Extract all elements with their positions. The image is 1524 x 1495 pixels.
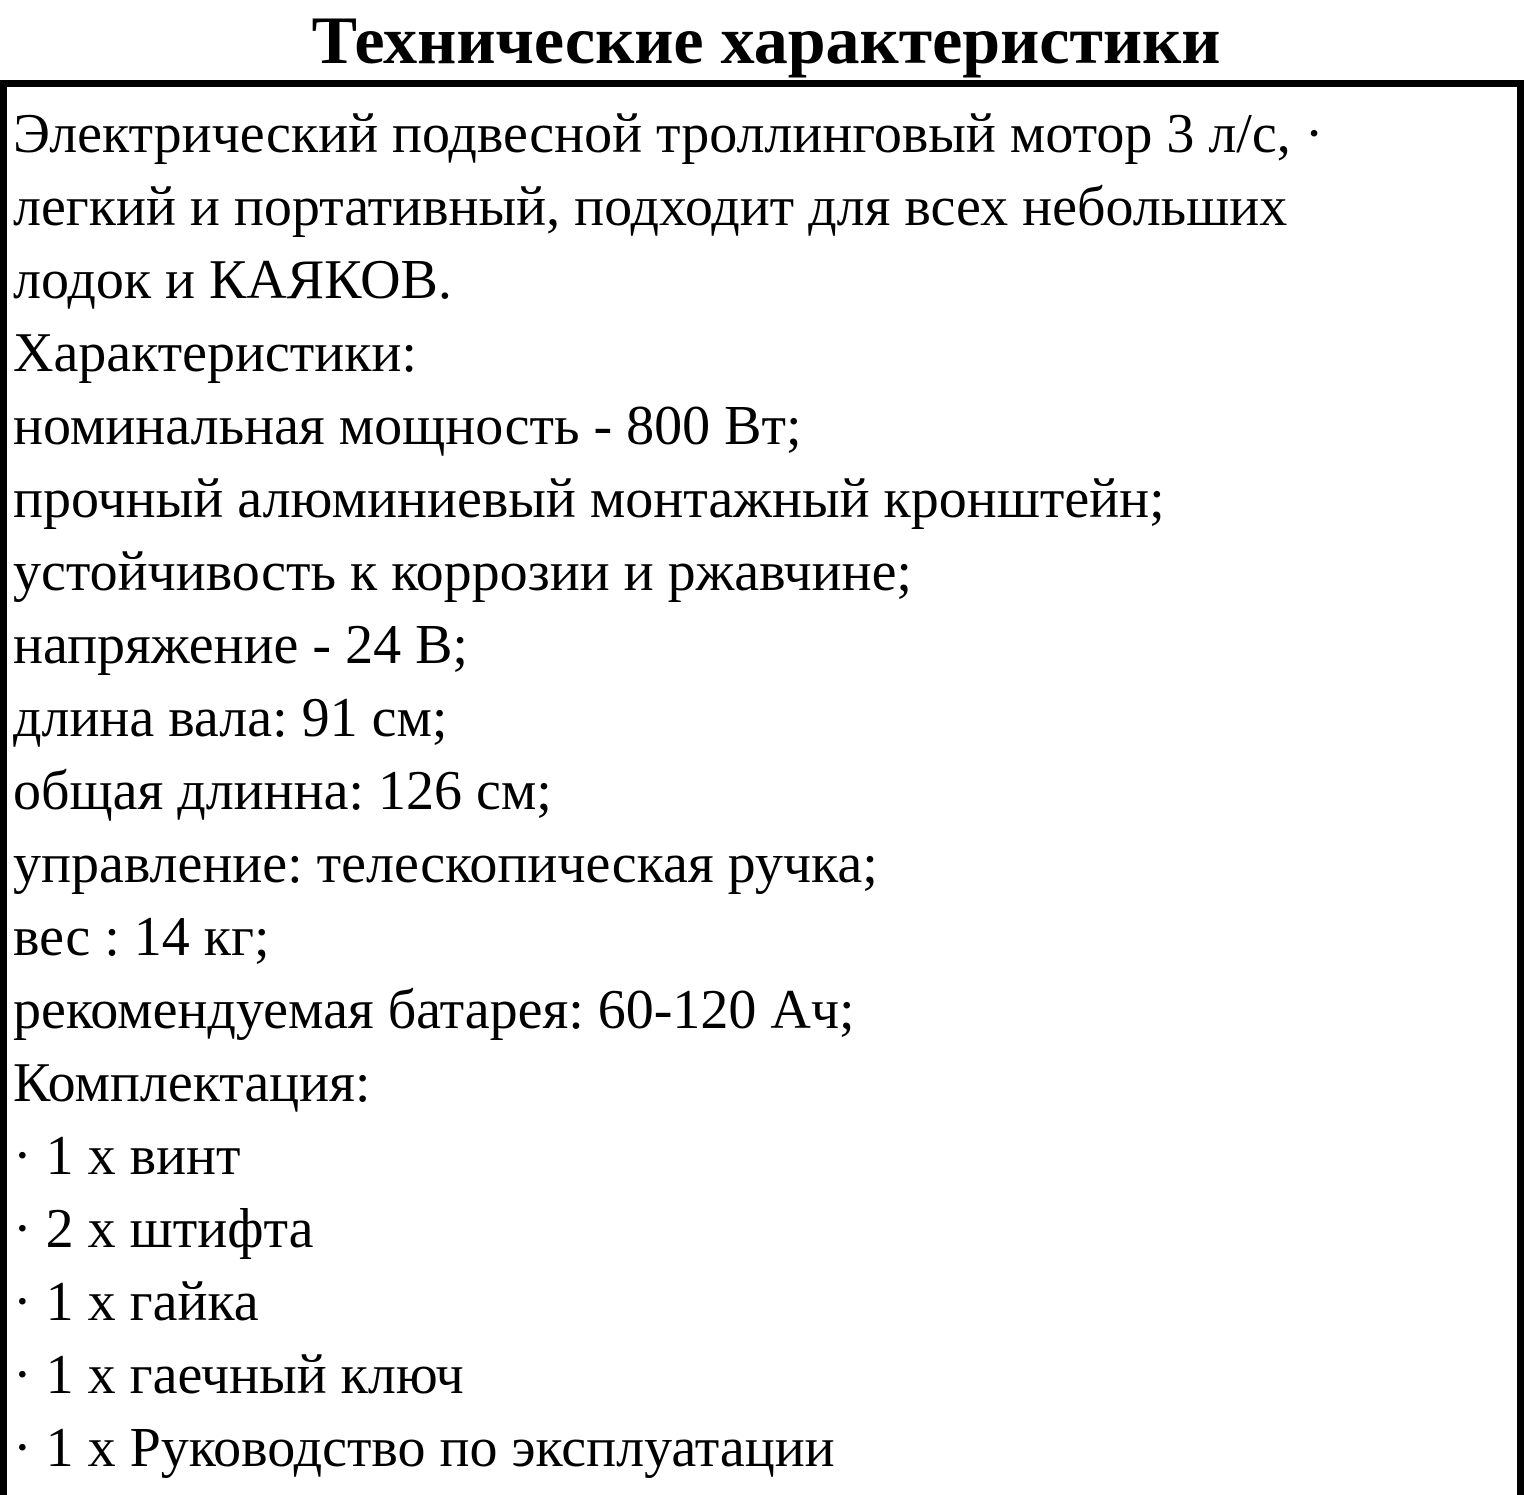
spec-description-line-2: легкий и портативный, подходит для всех небольших (13, 176, 1288, 238)
package-heading: Комплектация: (13, 1052, 371, 1114)
spec-battery: рекомендуемая батарея: 60-120 Ач; (13, 979, 855, 1041)
characteristics-heading: Характеристики: (13, 322, 417, 384)
package-item-nut: · 1 х гайка (13, 1271, 259, 1333)
page-title: Технические характеристики (311, 2, 1221, 78)
package-item-manual: · 1 х Руководство по эксплуатации (13, 1417, 835, 1479)
spec-voltage: напряжение - 24 В; (13, 614, 468, 676)
spec-lines (13, 98, 1323, 1485)
spec-box (0, 80, 1524, 1495)
spec-corrosion: устойчивость к коррозии и ржавчине; (13, 541, 912, 603)
spec-description-line-3: лодок и КАЯКОВ. (13, 249, 452, 311)
package-item-wrench: · 1 х гаечный ключ (13, 1344, 464, 1406)
package-item-pins: · 2 х штифта (13, 1198, 314, 1260)
spec-bracket: прочный алюминиевый монтажный кронштейн; (13, 468, 1165, 530)
package-item-screw: · 1 х винт (13, 1125, 241, 1187)
spec-shaft-length: длина вала: 91 см; (13, 687, 448, 749)
spec-total-length: общая длинна: 126 см; (13, 760, 552, 822)
spec-power: номинальная мощность - 800 Вт; (13, 395, 802, 457)
spec-weight: вес : 14 кг; (13, 906, 270, 968)
spec-description-line-1: Электрический подвесной троллинговый мотор 3 л/с, · (13, 103, 1324, 165)
spec-control: управление: телескопическая ручка; (13, 833, 878, 895)
